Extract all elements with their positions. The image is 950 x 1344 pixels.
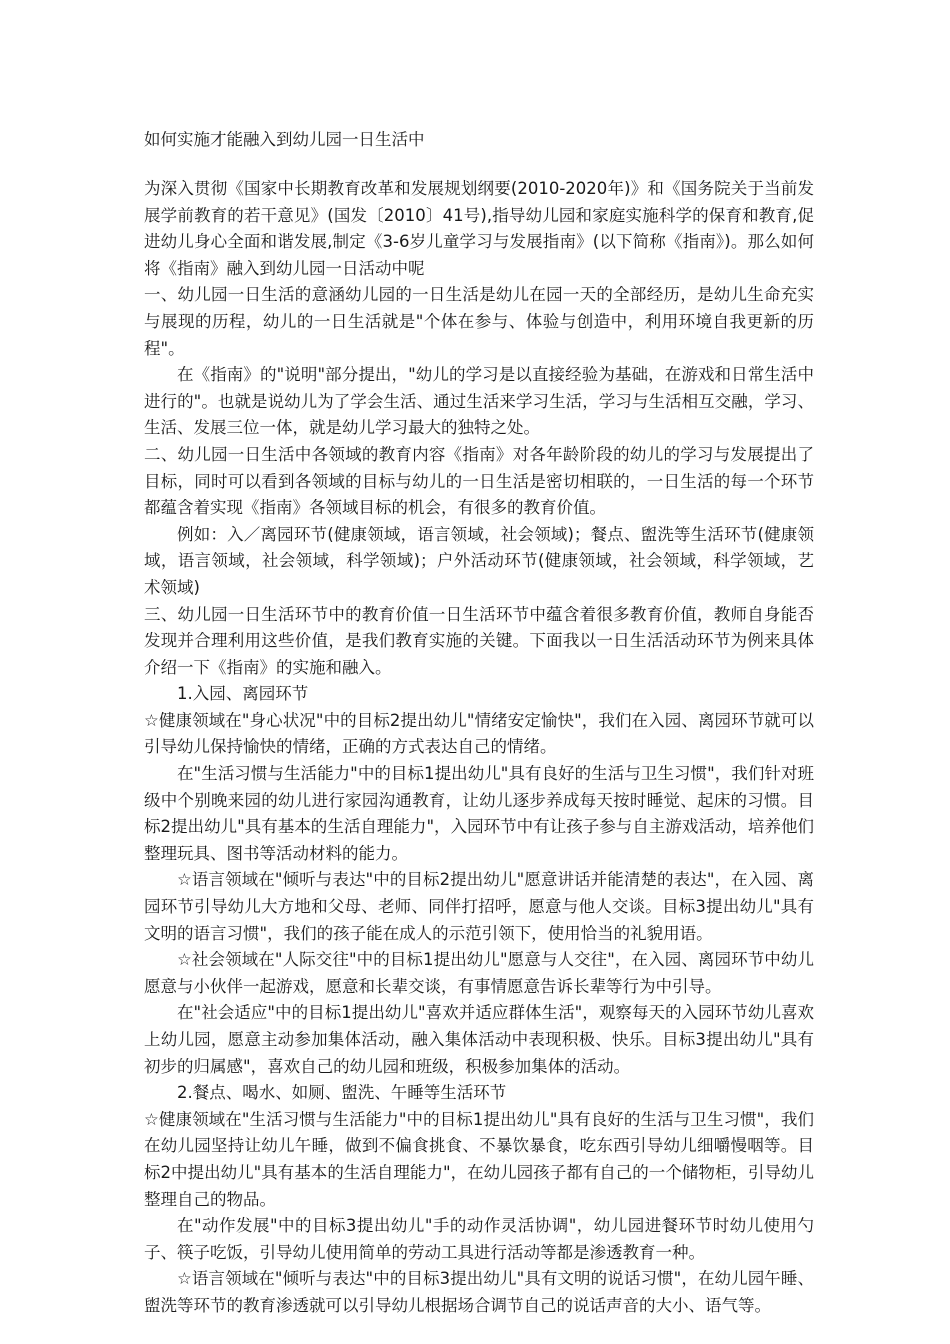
document-title: 如何实施才能融入到幼儿园一日生活中 xyxy=(144,130,425,149)
paragraph: ☆语言领域在"倾听与表达"中的目标3提出幼儿"具有文明的说话习惯"，在幼儿园午睡、盥洗等环节的教育渗透就可以引导幼儿根据场合调节自己的说话声音的大小、语气等。 xyxy=(144,1269,814,1315)
paragraph: ☆健康领域在"身心状况"中的目标2提出幼儿"情绪安定愉快"，我们在入园、离园环节就可以引导幼儿保持愉快的情绪，正确的方式表达自己的情绪。 xyxy=(144,710,814,757)
paragraph: ☆社会领域在"人际交往"中的目标1提出幼儿"愿意与人交往"，在入园、离园环节中幼儿愿意与小伙伴一起游戏，愿意和长辈交谈，有事情愿意告诉长辈等行为中引导。 xyxy=(144,950,814,996)
document-body xyxy=(144,176,814,1320)
paragraph: 在"动作发展"中的目标3提出幼儿"手的动作灵活协调"，幼儿园进餐环节时幼儿使用勺子、筷子吃饭，引导幼儿使用简单的劳动工具进行活动等都是渗透教育一种。 xyxy=(144,1216,814,1262)
paragraph: 例如：入／离园环节(健康领域，语言领域，社会领域)；餐点、盥洗等生活环节(健康领域，语言领域，社会领域，科学领域)；户外活动环节(健康领域，社会领域，科学领域，艺术领域) xyxy=(144,524,814,597)
paragraph: 二、幼儿园一日生活中各领域的教育内容《指南》对各年龄阶段的幼儿的学习与发展提出了目标，同时可以看到各领域的目标与幼儿的一日生活是密切相联的，一日生活的每一个环节都蕴含着实现《指南》各领域目标的机会，有很多的教育价值。 xyxy=(144,444,814,518)
paragraph: ☆健康领域在"生活习惯与生活能力"中的目标1提出幼儿"具有良好的生活与卫生习惯"，我们在幼儿园坚持让幼儿午睡，做到不偏食挑食、不暴饮暴食，吃东西引导幼儿细嚼慢咽等。目标2中提出幼儿"具有基本的生活自理能力"，在幼儿园孩子都有自己的一个储物柜，引导幼儿整理自己的物品。 xyxy=(144,1109,814,1209)
paragraph: 在"生活习惯与生活能力"中的目标1提出幼儿"具有良好的生活与卫生习惯"，我们针对班级中个别晚来园的幼儿进行家园沟通教育，让幼儿逐步养成每天按时睡觉、起床的习惯。目标2提出幼儿"具有基本的生活自理能力"，入园环节中有让孩子参与自主游戏活动，培养他们整理玩具、图书等活动材料的能力。 xyxy=(144,764,814,863)
section-heading: 2.餐点、喝水、如厕、盥洗、午睡等生活环节 xyxy=(177,1083,507,1103)
paragraph: 一、幼儿园一日生活的意涵幼儿园的一日生活是幼儿在园一天的全部经历，是幼儿生命充实与展现的历程，幼儿的一日生活就是"个体在参与、体验与创造中，利用环境自我更新的历程"。 xyxy=(144,285,814,358)
paragraph: 在《指南》的"说明"部分提出，"幼儿的学习是以直接经验为基础，在游戏和日常生活中进行的"。也就是说幼儿为了学会生活、通过生活来学习生活，学习与生活相互交融，学习、生活、发展三位一体，就是幼儿学习最大的独特之处。 xyxy=(144,365,814,438)
paragraph: 为深入贯彻《国家中长期教育改革和发展规划纲要(2010-2020年)》和《国务院关于当前发展学前教育的若干意见》(国发〔2010〕41号),指导幼儿园和家庭实施科学的保育和教育,促进幼儿身心全面和谐发展,制定《3-6岁儿童学习与发展指南》(以下简称《指南》)。那么如何将《指南》融入到幼儿园一日活动中呢 xyxy=(144,179,814,278)
section-heading: 1.入园、离园环节 xyxy=(177,684,309,704)
paragraph: ☆语言领域在"倾听与表达"中的目标2提出幼儿"愿意讲话并能清楚的表达"，在入园、离园环节引导幼儿大方地和父母、老师、同伴打招呼，愿意与他人交谈。目标3提出幼儿"具有文明的语言习惯"，我们的孩子能在成人的示范引领下，使用恰当的礼貌用语。 xyxy=(144,870,814,943)
paragraph: 三、幼儿园一日生活环节中的教育价值一日生活环节中蕴含着很多教育价值，教师自身能否发现并合理利用这些价值，是我们教育实施的关键。下面我以一日生活活动环节为例来具体介绍一下《指南》的实施和融入。 xyxy=(144,604,814,677)
paragraph: 在"社会适应"中的目标1提出幼儿"喜欢并适应群体生活"，观察每天的入园环节幼儿喜欢上幼儿园，愿意主动参加集体活动，融入集体活动中表现积极、快乐。目标3提出幼儿"具有初步的归属感"，喜欢自己的幼儿园和班级，积极参加集体的活动。 xyxy=(144,1003,814,1076)
